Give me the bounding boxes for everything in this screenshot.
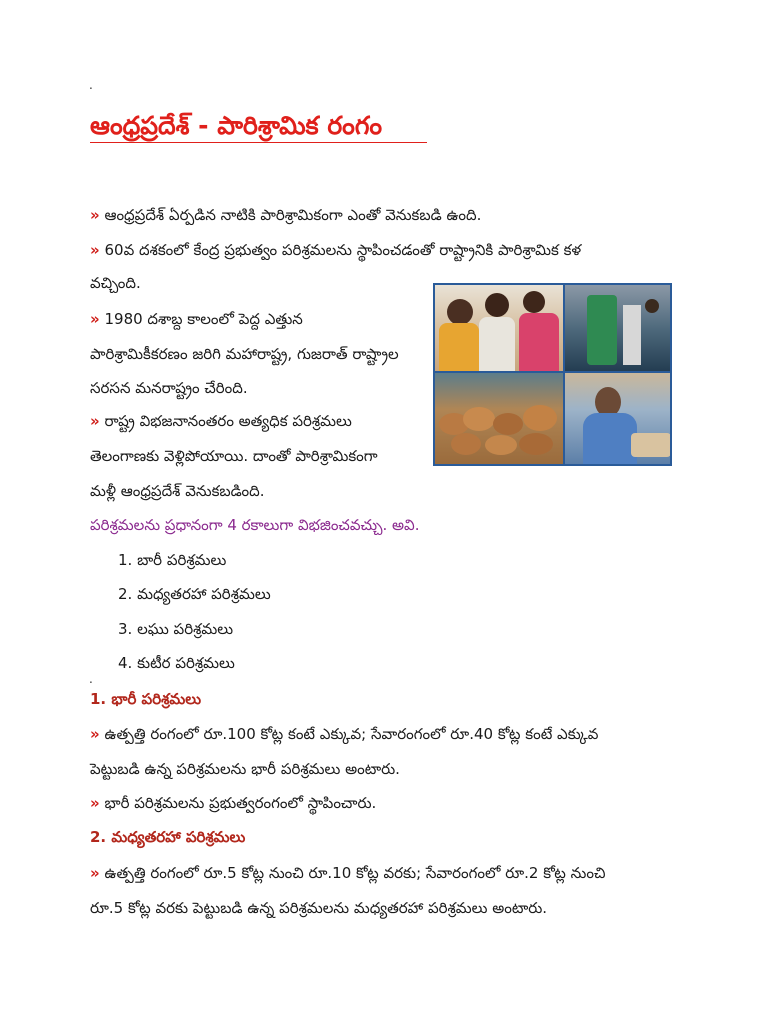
photo-craftsman bbox=[565, 373, 670, 464]
bullet-icon: » bbox=[90, 310, 100, 328]
page-dot: . bbox=[89, 78, 93, 92]
paragraph-line bbox=[90, 272, 141, 294]
title-underline bbox=[90, 142, 427, 143]
paragraph-line bbox=[90, 480, 265, 502]
paragraph-line bbox=[90, 204, 481, 226]
paragraph-text: భారీ పరిశ్రమలను ప్రభుత్వరంగంలో స్థాపించారు. bbox=[104, 794, 377, 812]
paragraph-line bbox=[90, 792, 376, 814]
list-item: 3. లఘు పరిశ్రమలు bbox=[118, 620, 234, 638]
paragraph-text: పారిశ్రామికీకరణం జరిగి మహారాష్ట్ర, గుజరాత్ రాష్ట్రాల bbox=[90, 345, 399, 363]
paragraph-text: తెలంగాణకు వెళ్లిపోయాయి. దాంతో పారిశ్రామికంగా bbox=[90, 447, 378, 465]
paragraph-text: 1980 దశాబ్ద కాలంలో పెద్ద ఎత్తున bbox=[104, 310, 303, 328]
paragraph-line bbox=[90, 343, 399, 365]
photo-clay-pots bbox=[435, 373, 563, 464]
paragraph-text: రాష్ట్ర విభజనానంతరం అత్యధిక పరిశ్రమలు bbox=[104, 412, 352, 430]
paragraph-line bbox=[90, 862, 605, 884]
paragraph-text: ఉత్పత్తి రంగంలో రూ.5 కోట్ల నుంచి రూ.10 కోట్ల వరకు; సేవారంగంలో రూ.2 కోట్ల నుంచి bbox=[104, 864, 606, 882]
bullet-icon: » bbox=[90, 864, 100, 882]
bullet-icon: » bbox=[90, 794, 100, 812]
paragraph-text: సరసన మనరాష్ట్రం చేరింది. bbox=[90, 379, 248, 397]
paragraph-text: పెట్టుబడి ఉన్న పరిశ్రమలను భారీ పరిశ్రమలు అంటారు. bbox=[90, 760, 400, 778]
paragraph-line bbox=[90, 445, 378, 467]
photo-women-handicrafts bbox=[435, 285, 563, 371]
industry-photo-collage bbox=[433, 283, 672, 466]
paragraph-line bbox=[90, 897, 547, 919]
page-dot: . bbox=[89, 672, 93, 686]
bullet-icon: » bbox=[90, 241, 100, 259]
classification-intro: పరిశ్రమలను ప్రధానంగా 4 రకాలుగా విభజించవచ్చు. అవి. bbox=[90, 516, 420, 534]
list-item: 1. బారీ పరిశ్రమలు bbox=[118, 551, 227, 569]
paragraph-text: ఉత్పత్తి రంగంలో రూ.100 కోట్ల కంటే ఎక్కువ; సేవారంగంలో రూ.40 కోట్ల కంటే ఎక్కువ bbox=[104, 725, 599, 743]
list-item: 4. కుటీర పరిశ్రమలు bbox=[118, 654, 235, 672]
paragraph-text: 60వ దశకంలో కేంద్ర ప్రభుత్వం పరిశ్రమలను స్థాపించడంతో రాష్ట్రానికి పారిశ్రామిక కళ bbox=[104, 241, 582, 259]
paragraph-line bbox=[90, 410, 352, 432]
section-heading-heavy-industries: 1. భారీ పరిశ్రమలు bbox=[90, 690, 202, 708]
paragraph-line bbox=[90, 723, 598, 745]
page-title: ఆంధ్రప్రదేశ్ - పారిశ్రామిక రంగం bbox=[90, 111, 383, 140]
paragraph-line bbox=[90, 758, 400, 780]
list-item: 2. మధ్యతరహా పరిశ్రమలు bbox=[118, 585, 271, 603]
bullet-icon: » bbox=[90, 725, 100, 743]
paragraph-text: మళ్లీ ఆంధ్రప్రదేశ్ వెనుకబడింది. bbox=[90, 482, 265, 500]
paragraph-text: ఆంధ్రప్రదేశ్ ఏర్పడిన నాటికి పారిశ్రామికంగా ఎంతో వెనుకబడి ఉంది. bbox=[104, 206, 482, 224]
bullet-icon: » bbox=[90, 206, 100, 224]
paragraph-line bbox=[90, 239, 581, 261]
paragraph-line bbox=[90, 377, 248, 399]
paragraph-text: రూ.5 కోట్ల వరకు పెట్టుబడి ఉన్న పరిశ్రమలను మధ్యతరహా పరిశ్రమలు అంటారు. bbox=[90, 899, 548, 917]
bullet-icon: » bbox=[90, 412, 100, 430]
photo-machinery bbox=[565, 285, 670, 371]
section-heading-medium-industries: 2. మధ్యతరహా పరిశ్రమలు bbox=[90, 828, 246, 846]
paragraph-text: వచ్చింది. bbox=[90, 274, 141, 292]
paragraph-line bbox=[90, 308, 303, 330]
